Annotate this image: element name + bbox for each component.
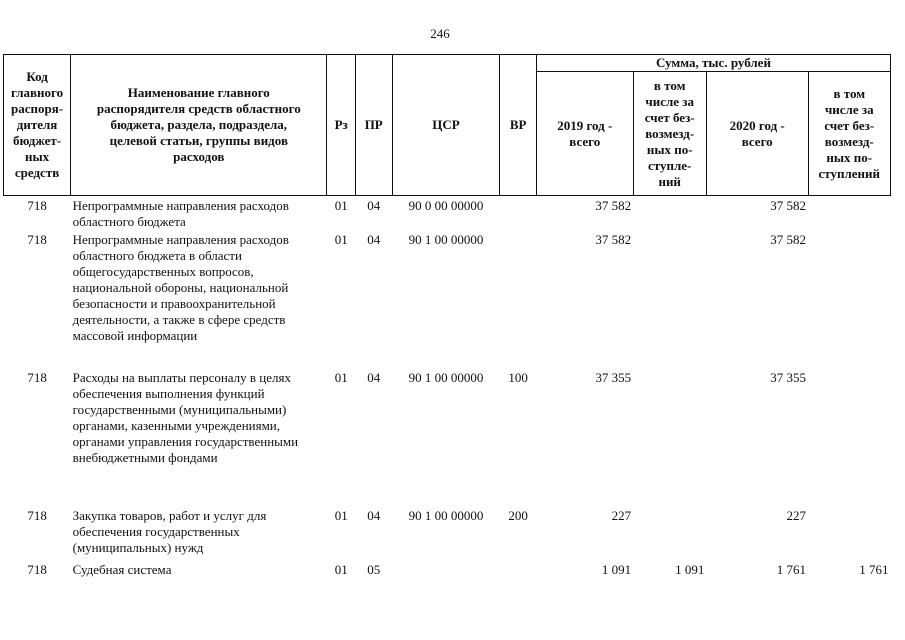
cell-2020-bezvozm [808, 370, 890, 508]
cell-2020-total: 37 582 [770, 198, 807, 213]
cell-pr: 04 [367, 198, 381, 213]
table-row [4, 196, 891, 232]
cell-2020-bezvozm [808, 232, 890, 370]
cell-name: Судебная система [72, 561, 172, 577]
table-body [4, 196, 891, 582]
cell-name: Расходы на выплаты персоналу в целях обеспечения выполнения функций государственными (муниципальными) органами, казенными учреждениями, органами управления государственными внебюджетными фондами [72, 369, 299, 465]
cell-rz: 01 [334, 507, 348, 523]
cell-2019-bezvozm [633, 370, 706, 508]
cell-2019-bezvozm: 1 091 [675, 561, 705, 577]
cell-vr: 200 [508, 507, 528, 523]
cell-2019-total: 37 582 [595, 198, 632, 213]
cell-2019-bezvozm [633, 508, 706, 562]
cell-pr: 04 [367, 369, 381, 385]
page-number: 246 [430, 26, 450, 41]
header-vr: ВР [500, 55, 537, 196]
cell-2019-total: 37 582 [595, 231, 632, 247]
cell-name: Непрограммные направления расходов областного бюджета в области общегосударственных вопросов, национальной обороны, национальной безопасности и правоохранительной деятельности, а также в сфере средств массовой информации [72, 231, 289, 343]
cell-pr: 04 [367, 231, 381, 247]
cell-2019-bezvozm [633, 196, 706, 232]
cell-kod: 718 [27, 231, 47, 247]
cell-kod: 718 [27, 507, 47, 523]
cell-2020-bezvozm [808, 196, 890, 232]
header-2020-total: 2020 год - всего [706, 72, 808, 196]
cell-2019-total: 227 [611, 507, 632, 523]
cell-kod: 718 [27, 561, 47, 577]
cell-pr: 05 [367, 561, 381, 577]
table-row [4, 562, 891, 582]
cell-csr: 90 0 00 00000 [408, 198, 484, 213]
cell-2019-total: 37 355 [595, 369, 632, 385]
cell-2020-total: 227 [786, 507, 807, 523]
cell-vr: 100 [508, 369, 528, 385]
cell-vr [500, 562, 537, 582]
cell-vr [500, 232, 537, 370]
cell-2019-total: 1 091 [601, 561, 632, 577]
header-rz: Рз [327, 55, 355, 196]
table-header [4, 55, 891, 196]
header-2019-bezvozm: в том числе за счет без-возмезд-ных по-ступле-ний [633, 72, 706, 196]
cell-pr: 04 [367, 507, 381, 523]
header-2020-bezvozm: в том числе за счет без-возмезд-ных по-ступлений [808, 72, 890, 196]
cell-rz: 01 [334, 369, 348, 385]
cell-2020-total: 37 582 [770, 231, 807, 247]
header-name: Наименование главного распорядителя средств областного бюджета, раздела, подраздела, целевой статьи, группы видов расходов [71, 55, 327, 196]
table-row [4, 370, 891, 508]
header-summa: Сумма, тыс. рублей [536, 55, 890, 72]
cell-2020-bezvozm: 1 761 [859, 561, 889, 577]
cell-2020-bezvozm [808, 508, 890, 562]
cell-vr [500, 196, 537, 232]
header-pr: ПР [355, 55, 392, 196]
cell-csr: 90 1 00 00000 [408, 507, 484, 523]
header-csr: ЦСР [392, 55, 500, 196]
cell-kod: 718 [27, 198, 47, 213]
cell-name: Непрограммные направления расходов областного бюджета [72, 198, 289, 229]
header-kod: Код главного распоря-дителя бюджет-ных средств [4, 55, 71, 196]
table-row [4, 508, 891, 562]
cell-2020-total: 1 761 [776, 561, 807, 577]
table-row [4, 232, 891, 370]
cell-csr: 90 1 00 00000 [408, 231, 484, 247]
cell-rz: 01 [334, 198, 348, 213]
budget-table [3, 54, 891, 582]
cell-csr [392, 562, 500, 582]
header-2019-total: 2019 год - всего [536, 72, 633, 196]
cell-csr: 90 1 00 00000 [408, 369, 484, 385]
cell-rz: 01 [334, 561, 348, 577]
cell-rz: 01 [334, 231, 348, 247]
cell-2019-bezvozm [633, 232, 706, 370]
cell-kod: 718 [27, 369, 47, 385]
cell-name: Закупка товаров, работ и услуг для обеспечения государственных (муниципальных) нужд [72, 507, 267, 555]
cell-2020-total: 37 355 [770, 369, 807, 385]
